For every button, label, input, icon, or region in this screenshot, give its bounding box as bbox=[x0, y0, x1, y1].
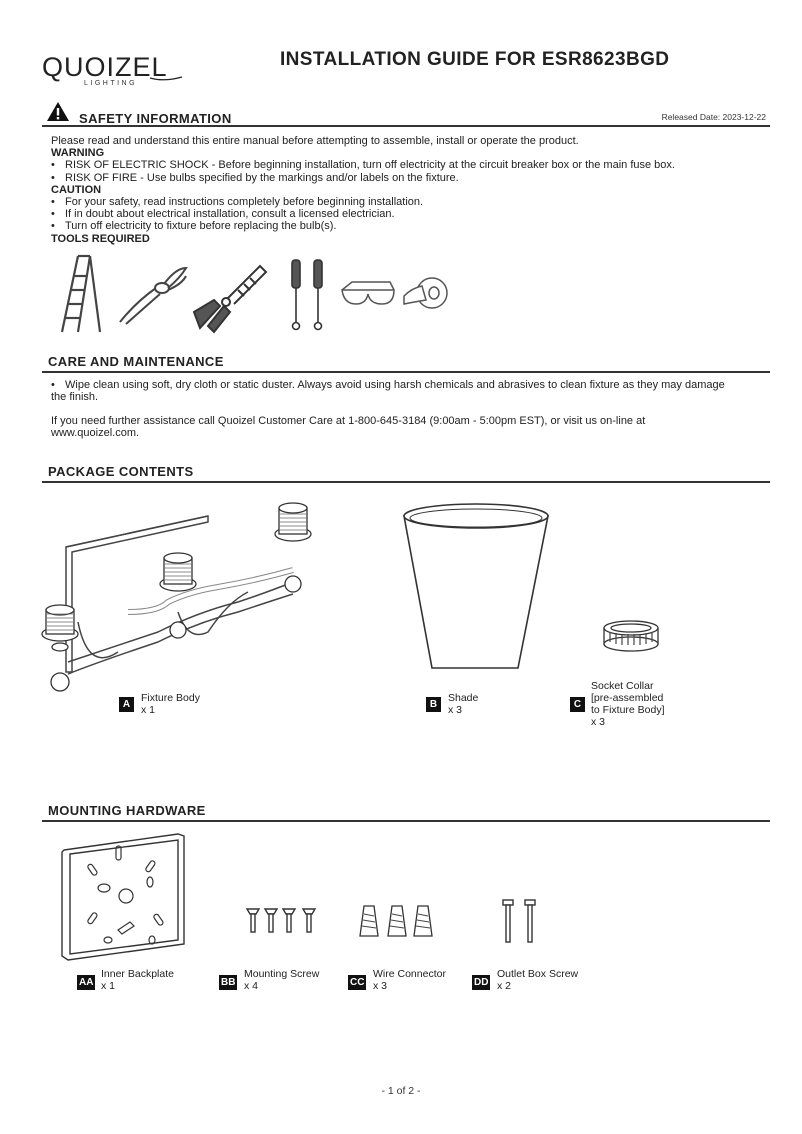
hardware-heading: MOUNTING HARDWARE bbox=[48, 803, 206, 818]
part-qty: x 3 bbox=[591, 716, 606, 728]
caution-item: If in doubt about electrical installation, consult a licensed electrician. bbox=[65, 208, 395, 221]
pliers-icon bbox=[116, 262, 188, 326]
website-link[interactable]: www.quoizel.com. bbox=[51, 427, 140, 440]
caution-item: Turn off electricity to fixture before replacing the bulb(s). bbox=[65, 220, 337, 233]
safety-text bbox=[51, 135, 771, 245]
outlet-box-screws-illustration bbox=[500, 898, 540, 944]
list-item: • If in doubt about electrical installation, consult a licensed electrician. bbox=[51, 208, 395, 221]
warning-item: RISK OF FIRE - Use bulbs specified by the markings and/or labels on the fixture. bbox=[65, 171, 459, 184]
part-badge: CC bbox=[350, 977, 365, 988]
warning-icon bbox=[46, 101, 70, 122]
part-badge: DD bbox=[474, 977, 489, 988]
part-badge: BB bbox=[221, 977, 236, 988]
tools-label: TOOLS REQUIRED bbox=[51, 232, 150, 245]
package-heading: PACKAGE CONTENTS bbox=[48, 464, 194, 479]
part-note: to Fixture Body] bbox=[591, 704, 665, 716]
part-label-mounting-screw bbox=[244, 968, 319, 992]
brand-logo: QUOIZEL bbox=[42, 52, 168, 82]
released-date: Released Date: 2023-12-22 bbox=[661, 112, 766, 122]
part-badge: AA bbox=[79, 977, 94, 988]
care-bullet-continued: the finish. bbox=[51, 391, 99, 404]
list-item: • Wipe clean using soft, dry cloth or static duster. Always avoid using harsh chemicals and abrasives to clean fixture as they may damage bbox=[51, 379, 725, 391]
part-name: Mounting Screw bbox=[244, 968, 320, 980]
part-name: Inner Backplate bbox=[101, 968, 174, 980]
socket-collar-illustration bbox=[600, 618, 662, 654]
logo-swoosh-icon bbox=[150, 74, 184, 82]
part-label-wire-connector bbox=[373, 968, 446, 992]
part-badge: C bbox=[570, 697, 585, 712]
inner-backplate-illustration bbox=[60, 830, 190, 962]
list-item: • RISK OF FIRE - Use bulbs specified by the markings and/or labels on the fixture. bbox=[51, 171, 459, 184]
part-name: Socket Collar bbox=[591, 680, 654, 692]
wire-stripper-icon bbox=[190, 262, 268, 332]
care-bullet: Wipe clean using soft, dry cloth or static duster. Always avoid using harsh chemicals and abrasives to clean fixture as they may damage bbox=[65, 379, 725, 391]
part-qty: x 2 bbox=[497, 980, 512, 992]
part-qty: x 1 bbox=[101, 980, 116, 992]
section-divider bbox=[42, 125, 770, 127]
section-divider bbox=[42, 820, 770, 822]
part-note: [pre-assembled bbox=[591, 692, 664, 704]
part-qty: x 4 bbox=[244, 980, 259, 992]
caution-item: For your safety, read instructions completely before beginning installation. bbox=[65, 196, 424, 209]
mounting-screws-illustration bbox=[245, 906, 321, 934]
ladder-icon bbox=[58, 254, 102, 334]
fixture-body-illustration bbox=[38, 502, 308, 702]
safety-intro: Please read and understand this entire manual before attempting to assemble, install or operate the product. bbox=[51, 135, 579, 147]
safety-heading: SAFETY INFORMATION bbox=[79, 111, 232, 126]
part-qty: x 3 bbox=[448, 704, 463, 716]
part-name: Wire Connector bbox=[373, 968, 446, 980]
part-qty: x 1 bbox=[141, 704, 156, 716]
care-heading: CARE AND MAINTENANCE bbox=[48, 354, 224, 369]
section-divider bbox=[42, 371, 770, 373]
screwdrivers-icon bbox=[288, 258, 326, 334]
part-label-outlet-box-screw bbox=[497, 968, 578, 992]
safety-glasses-icon bbox=[340, 280, 396, 310]
assistance-text bbox=[51, 415, 771, 439]
part-label-fixture-body bbox=[141, 692, 200, 716]
assistance-line: If you need further assistance call Quoizel Customer Care at 1-800-645-3184 (9:00am - 5:00pm EST), or visit us on-line at bbox=[51, 415, 646, 427]
part-badge: B bbox=[426, 697, 441, 712]
wire-connectors-illustration bbox=[356, 904, 438, 938]
section-divider bbox=[42, 481, 770, 483]
part-label-socket-collar bbox=[591, 680, 665, 728]
shade-illustration bbox=[402, 502, 550, 674]
part-label-inner-backplate bbox=[101, 968, 174, 992]
part-badge: A bbox=[119, 697, 134, 712]
list-item: • Turn off electricity to fixture before replacing the bulb(s). bbox=[51, 220, 337, 233]
warning-item: RISK OF ELECTRIC SHOCK - Before beginning installation, turn off electricity at the circuit breaker box or the main fuse box. bbox=[65, 159, 675, 172]
electrical-tape-icon bbox=[402, 276, 450, 310]
part-label-shade bbox=[448, 692, 478, 716]
care-text bbox=[51, 379, 771, 403]
part-name: Shade bbox=[448, 692, 479, 704]
part-name: Fixture Body bbox=[141, 692, 200, 704]
list-item: • RISK OF ELECTRIC SHOCK - Before beginning installation, turn off electricity at the circuit breaker box or the main fuse box. bbox=[51, 159, 675, 172]
brand-sub: LIGHTING bbox=[84, 80, 138, 87]
page-number: - 1 of 2 - bbox=[381, 1085, 421, 1097]
part-qty: x 3 bbox=[373, 980, 388, 992]
list-item: • For your safety, read instructions completely before beginning installation. bbox=[51, 196, 424, 209]
part-name: Outlet Box Screw bbox=[497, 968, 579, 980]
caution-label: CAUTION bbox=[51, 183, 102, 196]
document-title: INSTALLATION GUIDE FOR ESR8623BGD bbox=[280, 49, 670, 70]
warning-label: WARNING bbox=[51, 147, 105, 160]
